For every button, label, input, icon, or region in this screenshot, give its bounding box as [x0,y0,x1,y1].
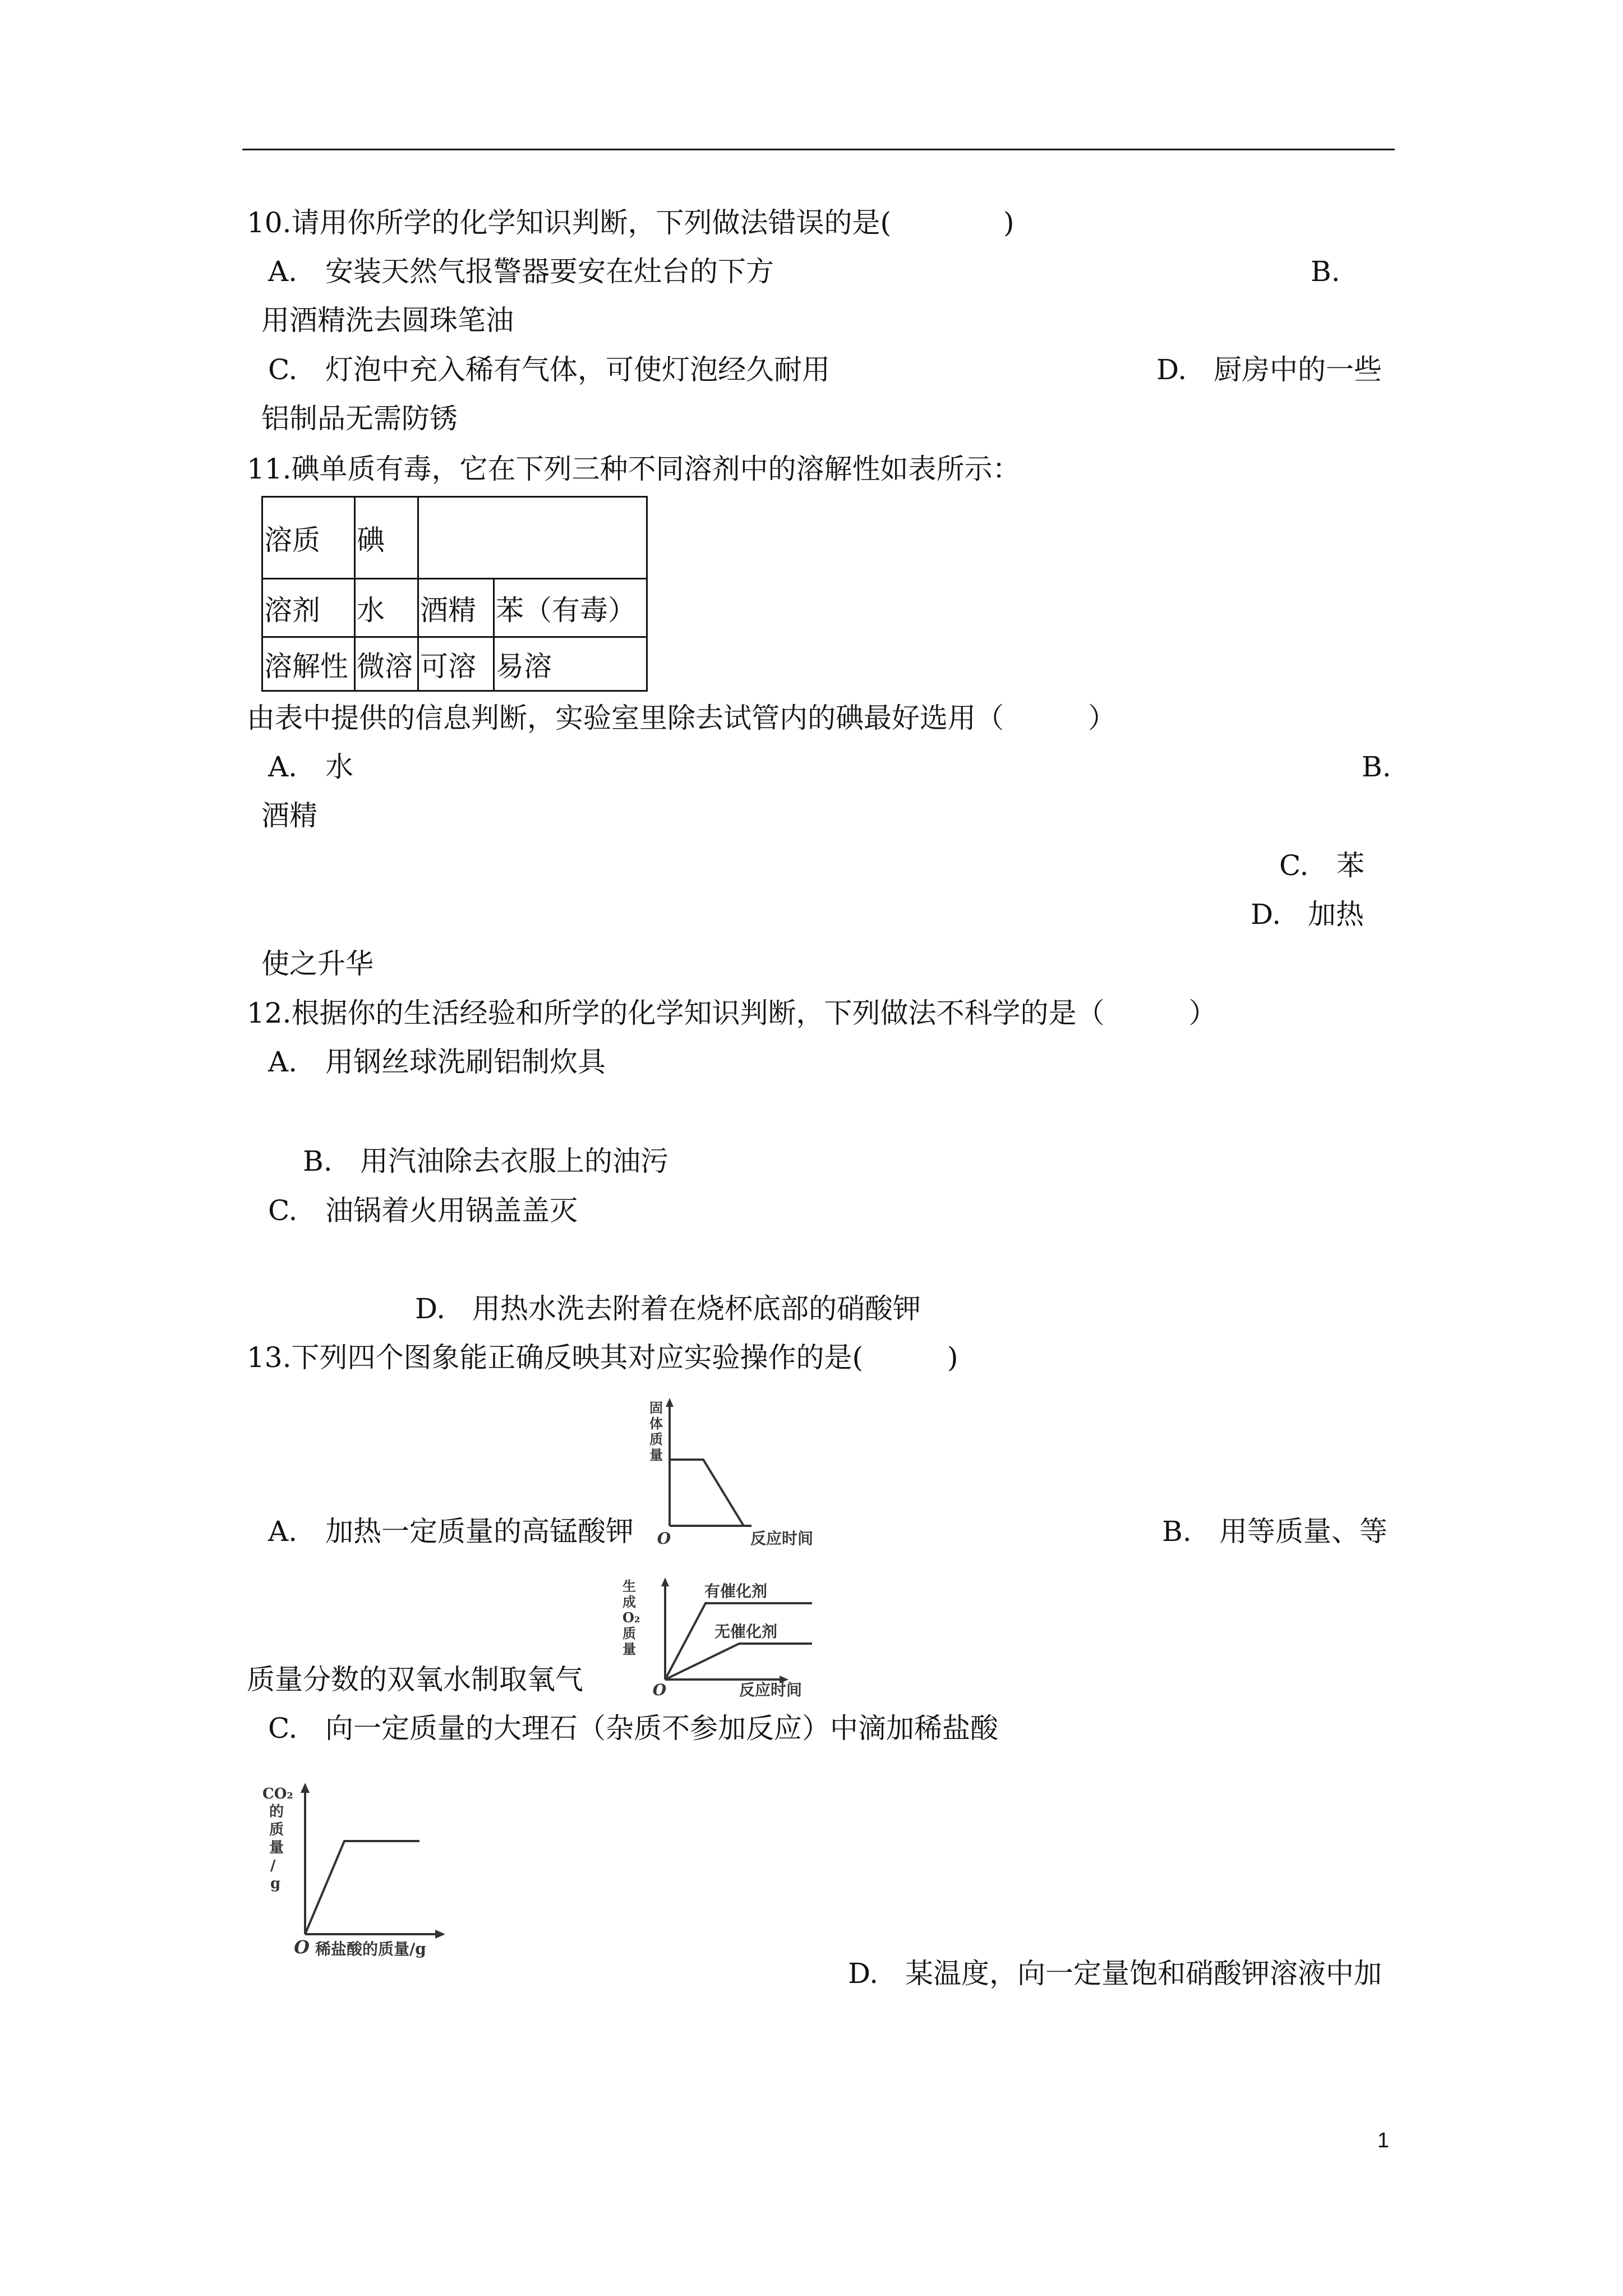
q12-option-c-label: C. [268,1194,298,1227]
y-axis-label: 量 [649,1447,663,1463]
q11-option-d-text: 加热 [1308,898,1364,931]
table-cell: 酒精 [418,579,494,637]
q10-option-d-text-cont: 铝制品无需防锈 [261,402,458,435]
header-rule [242,149,1395,150]
q12-option-a-text: 用钢丝球洗刷铝制炊具 [325,1046,606,1078]
q11-option-a-text: 水 [325,751,353,783]
q11-option-c-text: 苯 [1336,849,1364,882]
q12-stem: 12.根据你的生活经验和所学的化学知识判断，下列做法不科学的是（ ） [247,997,1217,1029]
q10-option-c-label: C. [268,353,298,386]
q13-option-b-text-cont: 质量分数的双氧水制取氧气 [247,1663,583,1696]
table-cell: 微溶 [355,637,418,691]
y-axis-label: / [270,1857,276,1874]
q11-option-b-label: B. [1362,751,1391,783]
graph-b [621,1576,834,1700]
y-axis-label: 的 [269,1803,284,1820]
q13-stem: 13.下列四个图象能正确反映其对应实验操作的是( ) [247,1341,958,1374]
y-axis-label: 体 [649,1415,663,1432]
q12-option-a-label: A. [268,1046,298,1078]
y-axis-label: 生 [623,1578,636,1594]
q11-stem: 11.碘单质有毒，它在下列三种不同溶剂中的溶解性如表所示： [247,453,1021,485]
x-axis-label: 反应时间 [750,1529,814,1548]
q11-option-b-text: 酒精 [261,799,317,832]
q10-option-d-text: 厨房中的一些 [1214,353,1382,386]
table-cell: 溶解性 [262,637,355,691]
q10-option-b-text: 用酒精洗去圆珠笔油 [261,304,514,337]
y-axis-label: 质 [623,1625,636,1641]
y-axis-label: 质 [649,1431,663,1447]
q12-option-b-label: B. [303,1145,333,1177]
x-axis-label: 稀盐酸的质量/g [315,1940,426,1958]
solubility-table [261,496,648,692]
q11-option-c-label: C. [1279,849,1309,882]
curve-label-catalyst: 有催化剂 [704,1582,768,1600]
q12-option-b-text: 用汽油除去衣服上的油污 [360,1145,668,1177]
x-axis-label: 反应时间 [739,1681,803,1699]
q13-option-b-text: 用等质量、等 [1219,1515,1387,1548]
y-axis-label: 固 [649,1400,663,1416]
q11-option-d-label: D. [1251,898,1281,931]
origin-label: O [294,1936,310,1958]
q12-option-c-text: 油锅着火用锅盖盖灭 [325,1194,578,1227]
y-axis-label: 质 [269,1821,284,1838]
q13-option-d-label: D. [848,1957,879,1990]
table-cell: 可溶 [418,637,494,691]
q13-option-c-label: C. [268,1712,298,1745]
table-cell: 溶质 [262,497,355,579]
q11-option-a-label: A. [268,751,298,783]
q10-stem: 10.请用你所学的化学知识判断，下列做法错误的是( ) [247,206,1015,239]
q10-option-c-text: 灯泡中充入稀有气体，可使灯泡经久耐用 [325,353,830,386]
table-cell: 水 [355,579,418,637]
y-axis-label: 量 [269,1839,284,1856]
y-axis-label: 成 [623,1594,636,1610]
graph-c [261,1779,497,1970]
y-axis-label: g [270,1875,281,1892]
q12-option-d-label: D. [415,1292,446,1325]
curve-label-no-catalyst: 无催化剂 [714,1622,778,1641]
q11-question: 由表中提供的信息判断，实验室里除去试管内的碘最好选用（ ） [247,702,1116,734]
q13-option-a-text: 加热一定质量的高锰酸钾 [325,1515,634,1548]
q13-option-c-text: 向一定质量的大理石（杂质不参加反应）中滴加稀盐酸 [325,1712,998,1745]
table-cell: 苯（有毒） [494,579,647,637]
y-axis-label: 量 [623,1641,636,1657]
y-axis-label: CO₂ [262,1786,293,1802]
q13-option-a-label: A. [268,1515,298,1548]
y-axis-label: O₂ [623,1609,640,1626]
q10-option-a-label: A. [268,255,298,288]
q10-option-a-text: 安装天然气报警器要安在灶台的下方 [325,255,774,288]
origin-label: O [657,1529,671,1548]
table-cell [418,497,647,579]
q13-option-b-label: B. [1162,1515,1192,1548]
q10-option-d-label: D. [1156,353,1187,386]
table-cell: 溶剂 [262,579,355,637]
q11-option-d-text-cont: 使之升华 [261,947,374,980]
q10-option-b-label: B. [1311,255,1340,288]
page-number: 1 [1377,2129,1390,2152]
graph-a [645,1397,836,1548]
q12-option-d-text: 用热水洗去附着在烧杯底部的硝酸钾 [472,1292,921,1325]
table-cell: 易溶 [494,637,647,691]
table-cell: 碘 [355,497,418,579]
origin-label: O [652,1681,667,1699]
q13-option-d-text: 某温度，向一定量饱和硝酸钾溶液中加 [905,1957,1382,1990]
